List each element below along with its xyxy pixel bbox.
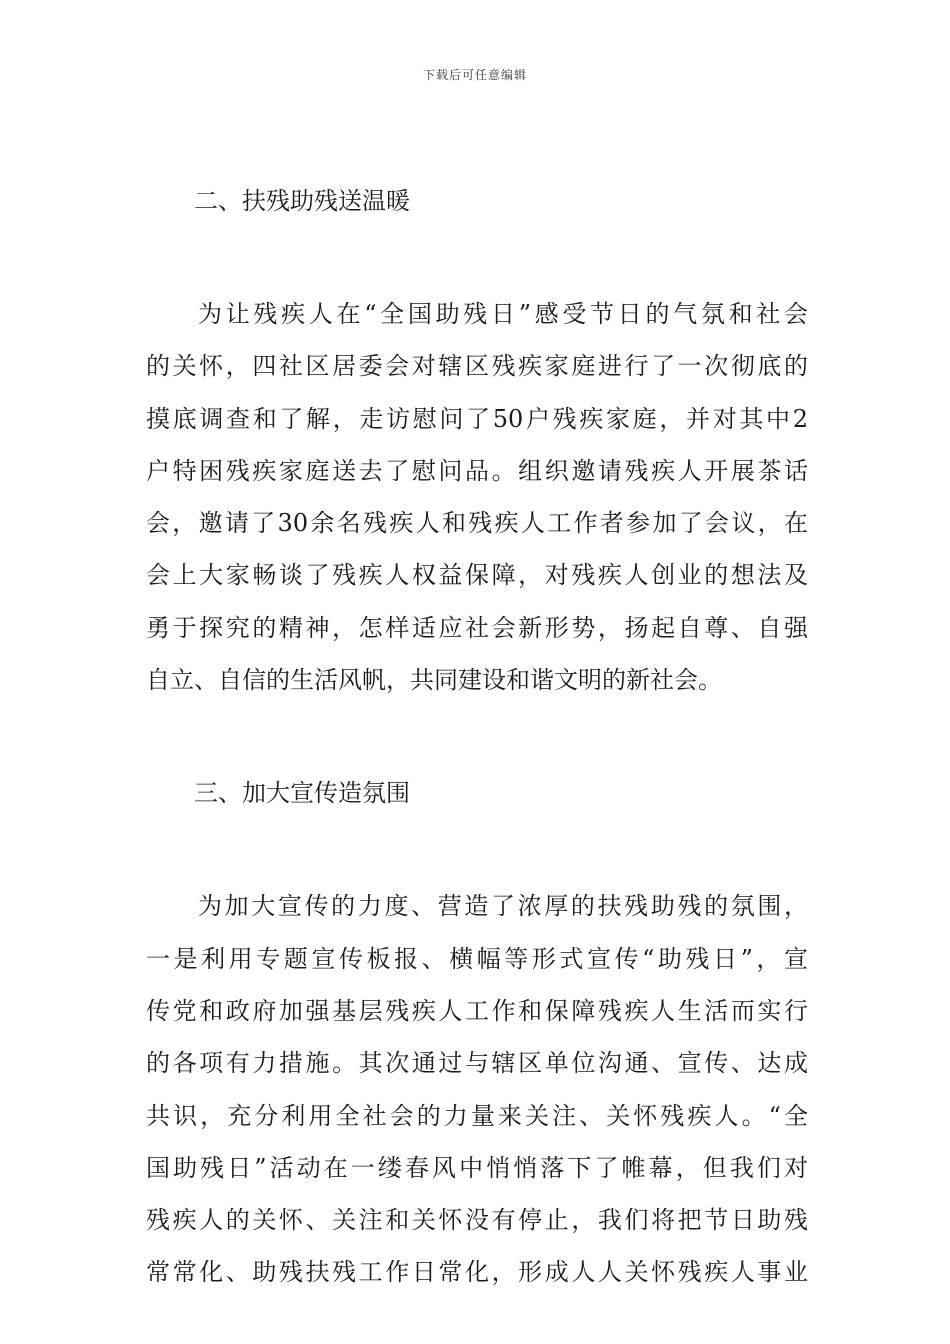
text-line: 的各项有力措施。其次通过与辖区单位沟通、宣传、达成 xyxy=(146,1049,808,1078)
section-heading: 三、加大宣传造氛围 xyxy=(194,779,410,808)
section-heading: 二、扶残助残送温暖 xyxy=(194,187,410,215)
text-line: 共识，充分利用全社会的力量来关注、关怀残疾人。“全 xyxy=(146,1101,808,1130)
text-line: 的关怀，四社区居委会对辖区残疾家庭进行了一次彻底的 xyxy=(146,352,808,381)
paragraph xyxy=(146,288,808,706)
text-line: 为加大宣传的力度、营造了浓厚的扶残助残的氛围， xyxy=(198,892,808,921)
text-line: 传党和政府加强基层残疾人工作和保障残疾人生活而实行 xyxy=(146,996,808,1025)
text-line: 会上大家畅谈了残疾人权益保障，对残疾人创业的想法及 xyxy=(146,561,808,590)
text-line: 残疾人的关怀、关注和关怀没有停止，我们将把节日助残 xyxy=(146,1206,808,1235)
text-line: 会，邀请了30余名残疾人和残疾人工作者参加了会议，在 xyxy=(146,509,808,538)
text-line: 自立、自信的生活风帆，共同建设和谐文明的新社会。 xyxy=(146,666,722,695)
page-header: 下载后可任意编辑 xyxy=(422,68,527,82)
text-line: 摸底调查和了解，走访慰问了50户残疾家庭，并对其中2 xyxy=(146,404,808,433)
document-body xyxy=(146,176,808,1299)
text-line: 勇于探究的精神，怎样适应社会新形势，扬起自尊、自强 xyxy=(146,613,808,642)
text-line: 常常化、助残扶残工作日常化，形成人人关怀残疾人事业 xyxy=(146,1258,808,1287)
text-line: 为让残疾人在“全国助残日”感受节日的气氛和社会 xyxy=(198,300,808,328)
text-line: 户特困残疾家庭送去了慰问品。组织邀请残疾人开展茶话 xyxy=(146,456,808,485)
text-line: 国助残日”活动在一缕春风中悄悄落下了帷幕，但我们对 xyxy=(146,1153,808,1182)
paragraph xyxy=(146,880,808,1298)
text-line: 一是利用专题宣传板报、横幅等形式宣传“助残日”，宣 xyxy=(146,944,808,973)
